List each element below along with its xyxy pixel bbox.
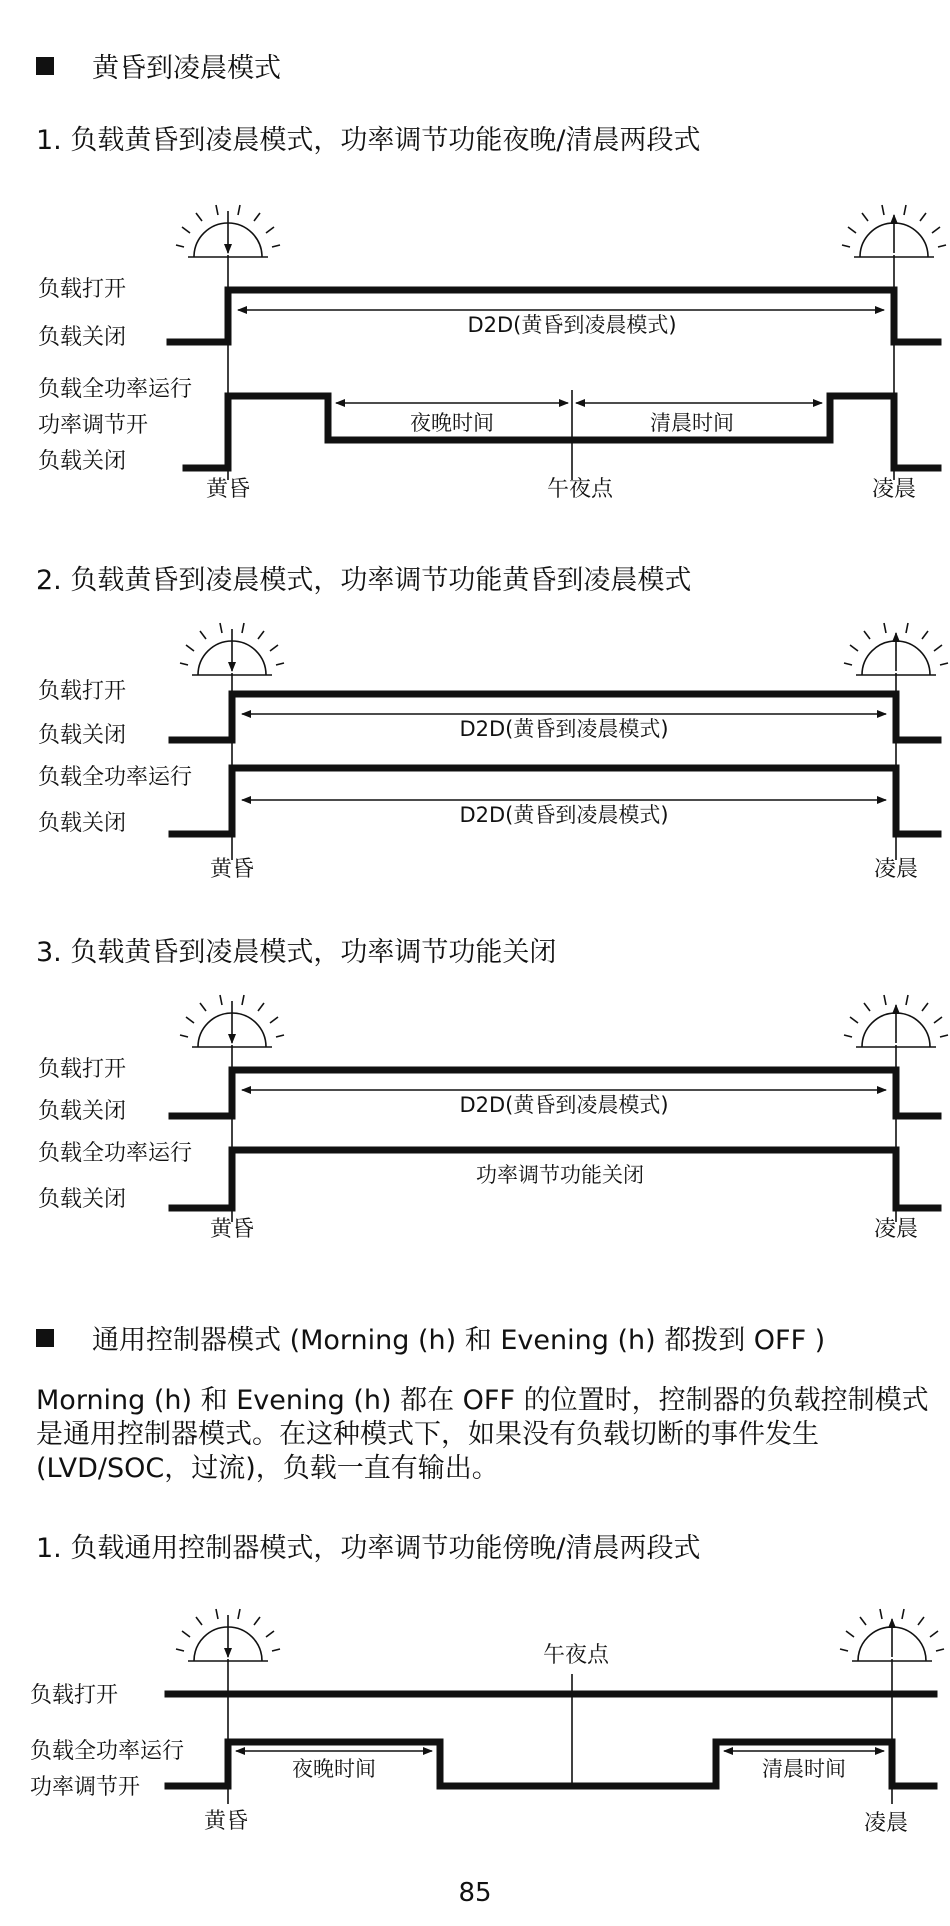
morning-time-label: 清晨时间 (650, 411, 734, 435)
night-time-label: 夜晚时间 (410, 411, 494, 435)
sunset-icon (180, 623, 284, 675)
page-number: 85 (458, 1878, 492, 1908)
d2d-span-label: D2D(黄昏到凌晨模式) (467, 313, 677, 337)
d2d-span-label-2: D2D(黄昏到凌晨模式) (459, 803, 669, 827)
row-label-load-on: 负载打开 (38, 277, 127, 302)
sunset-icon (176, 205, 280, 257)
label-midnight: 午夜点 (542, 1643, 610, 1668)
label-dusk: 黄昏 (209, 1217, 255, 1242)
bullet-square (36, 1329, 54, 1347)
sunrise-icon (844, 995, 948, 1047)
morning-time-label: 清晨时间 (762, 1757, 846, 1781)
diagram-4-heading: 1. 负载通用控制器模式，功率调节功能傍晚/清晨两段式 (36, 1533, 701, 1564)
sunrise-icon (840, 1609, 944, 1661)
bullet-square (36, 57, 54, 75)
d2d-span-label: D2D(黄昏到凌晨模式) (459, 1093, 669, 1117)
night-time-label: 夜晚时间 (292, 1757, 376, 1781)
d2d-span-label-1: D2D(黄昏到凌晨模式) (459, 717, 669, 741)
label-dawn: 凌晨 (863, 1811, 909, 1836)
row-label-load-off-2: 负载关闭 (38, 811, 127, 836)
row-label-load-off: 负载关闭 (38, 723, 127, 748)
diagram-2-heading: 2. 负载黄昏到凌晨模式，功率调节功能黄昏到凌晨模式 (36, 565, 692, 596)
row-label-load-on: 负载打开 (38, 679, 127, 704)
row-label-full-power: 负载全功率运行 (30, 1739, 185, 1764)
timing-diagram-1 (0, 210, 950, 500)
section-title-general-controller: 通用控制器模式 (Morning (h) 和 Evening (h) 都拨到 OFF ) (36, 1318, 825, 1357)
row-label-load-off-2: 负载关闭 (38, 1187, 127, 1212)
label-dawn: 凌晨 (873, 1217, 919, 1242)
row-label-load-on: 负载打开 (30, 1683, 119, 1708)
label-dusk: 黄昏 (205, 477, 251, 502)
row-label-load-off: 负载关闭 (38, 1099, 127, 1124)
row-label-load-on: 负载打开 (38, 1057, 127, 1082)
power-reg-off-label: 功率调节功能关闭 (476, 1163, 644, 1187)
sunset-icon (176, 1609, 280, 1661)
label-dusk: 黄昏 (203, 1809, 249, 1834)
timing-diagram-3 (0, 1000, 950, 1260)
power-signal (186, 396, 938, 468)
row-label-full-power: 负载全功率运行 (38, 377, 193, 402)
row-label-load-off: 负载关闭 (38, 325, 127, 350)
sunset-icon (180, 995, 284, 1047)
timing-diagram-2 (0, 628, 950, 888)
row-label-full-power: 负载全功率运行 (38, 1141, 193, 1166)
sunrise-icon (844, 623, 948, 675)
diagram-1-heading: 1. 负载黄昏到凌晨模式，功率调节功能夜晚/清晨两段式 (36, 125, 701, 156)
diagram-3-heading: 3. 负载黄昏到凌晨模式，功率调节功能关闭 (36, 937, 557, 968)
timing-diagram-4 (0, 1614, 950, 1844)
row-label-load-off-2: 负载关闭 (38, 449, 127, 474)
row-label-full-power: 负载全功率运行 (38, 765, 193, 790)
label-dawn: 凌晨 (871, 477, 917, 502)
label-dawn: 凌晨 (873, 857, 919, 882)
sunrise-icon (842, 205, 946, 257)
row-label-power-reg-on: 功率调节开 (30, 1775, 141, 1800)
label-dusk: 黄昏 (209, 857, 255, 882)
row-label-power-reg-on: 功率调节开 (38, 413, 149, 438)
label-midnight: 午夜点 (546, 477, 614, 502)
general-mode-paragraph: Morning (h) 和 Evening (h) 都在 OFF 的位置时，控制器的负载控制模式是通用控制器模式。在这种模式下，如果没有负载切断的事件发生(LVD/SOC，过流)，负载一直有输出。 (36, 1385, 929, 1484)
section-title-dusk-to-dawn: 黄昏到凌晨模式 (36, 46, 281, 85)
